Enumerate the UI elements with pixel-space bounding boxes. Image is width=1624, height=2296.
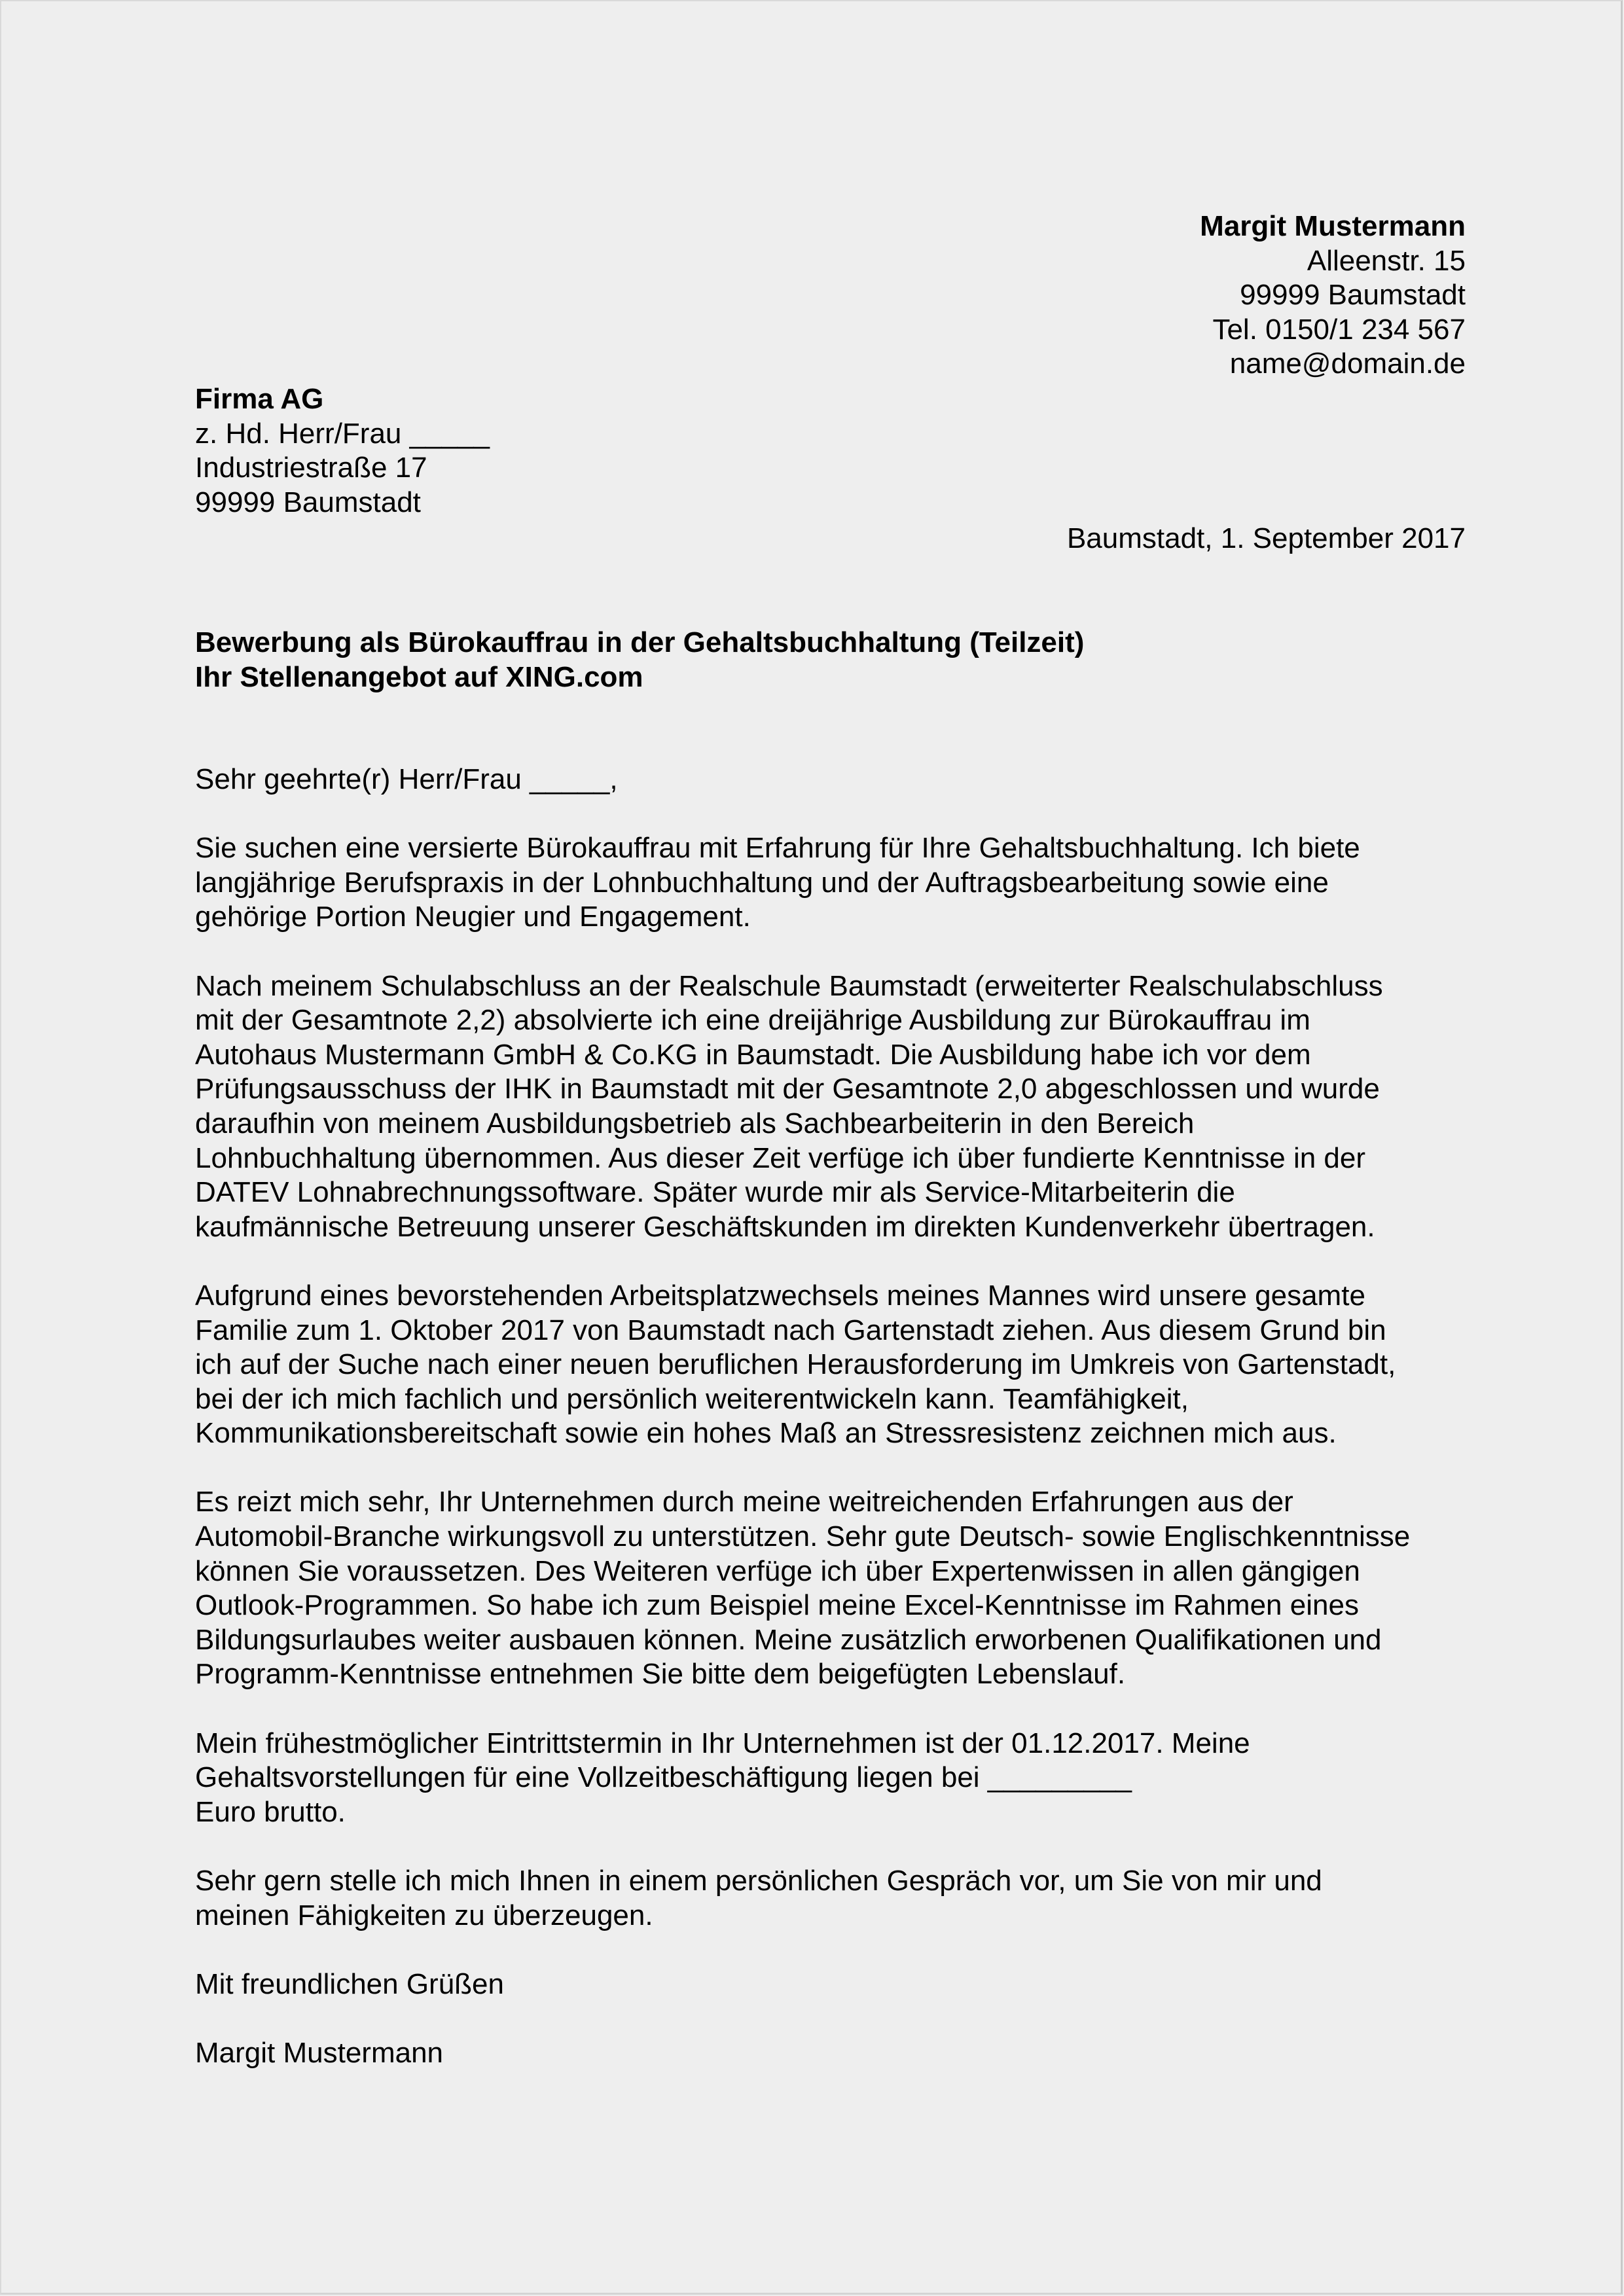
recipient-city: 99999 Baumstadt: [195, 486, 421, 518]
paragraph-line: Bildungsurlaubes weiter ausbauen können. Meine zusätzlich erworbenen Qualifikationen und: [195, 1623, 1382, 1656]
paragraph-line: können Sie voraussetzen. Des Weiteren verfüge ich über Expertenwissen in allen gängigen: [195, 1554, 1360, 1587]
paragraph-line: Automobil-Branche wirkungsvoll zu unterstützen. Sehr gute Deutsch- sowie Englischkenntnisse: [195, 1520, 1411, 1553]
paragraph-relocation: [195, 1279, 1478, 1451]
paragraph-line: Nach meinem Schulabschluss an der Realschule Baumstadt (erweiterter Realschulabschluss: [195, 969, 1383, 1002]
letter-body: [195, 762, 1478, 2071]
paragraph-line: Euro brutto.: [195, 1795, 346, 1828]
closing: [195, 1967, 1478, 2002]
paragraph-line: Kommunikationsbereitschaft sowie ein hohes Maß an Stressresistenz zeichnen mich aus.: [195, 1417, 1337, 1450]
sender-email: name@domain.de: [1229, 348, 1466, 380]
paragraph-line: langjährige Berufspraxis in der Lohnbuchhaltung und der Auftragsbearbeitung sowie eine: [195, 866, 1329, 899]
recipient-company: Firma AG: [195, 383, 324, 415]
paragraph-line: Sehr gern stelle ich mich Ihnen in einem persönlichen Gespräch vor, um Sie von mir und: [195, 1865, 1322, 1897]
subject-line-1: Bewerbung als Bürokauffrau in der Gehaltsbuchhaltung (Teilzeit): [195, 626, 1085, 658]
signature: [195, 2036, 1478, 2071]
salutation-text: Sehr geehrte(r) Herr/Frau _____,: [195, 763, 618, 795]
sender-name: Margit Mustermann: [1200, 210, 1466, 242]
paragraph-line: ich auf der Suche nach einer neuen beruflichen Herausforderung im Umkreis von Gartenstadt,: [195, 1348, 1396, 1381]
paragraph-line: Familie zum 1. Oktober 2017 von Baumstadt nach Gartenstadt ziehen. Aus diesem Grund bin: [195, 1314, 1386, 1346]
paragraph-line: gehörige Portion Neugier und Engagement.: [195, 901, 751, 933]
paragraph-skills: [195, 1485, 1478, 1692]
recipient-street: Industriestraße 17: [195, 452, 427, 484]
letter-date: Baumstadt, 1. September 2017: [1066, 522, 1466, 554]
sender-city: 99999 Baumstadt: [1240, 279, 1466, 311]
recipient-address-block: [195, 382, 490, 520]
subject-block: [195, 626, 1084, 694]
paragraph-line: DATEV Lohnabrechnungssoftware. Später wurde mir als Service-Mitarbeiterin die: [195, 1176, 1235, 1209]
paragraph-line: Mein frühestmöglicher Eintrittstermin in Ihr Unternehmen ist der 01.12.2017. Meine: [195, 1727, 1250, 1759]
paragraph-intro: [195, 831, 1478, 935]
subject-line-2: Ihr Stellenangebot auf XING.com: [195, 660, 643, 693]
paragraph-education: [195, 969, 1478, 1245]
recipient-attention: z. Hd. Herr/Frau _____: [195, 417, 490, 450]
paragraph-line: Programm-Kenntnisse entnehmen Sie bitte dem beigefügten Lebenslauf.: [195, 1658, 1126, 1691]
paragraph-line: daraufhin von meinem Ausbildungsbetrieb als Sachbearbeiterin in den Bereich: [195, 1107, 1195, 1139]
sender-address-block: [1200, 209, 1466, 382]
paragraph-line: Outlook-Programmen. So habe ich zum Beispiel meine Excel-Kenntnisse im Rahmen eines: [195, 1589, 1359, 1622]
signature-name: Margit Mustermann: [195, 2036, 444, 2069]
paragraph-line: Prüfungsausschuss der IHK in Baumstadt mit der Gesamtnote 2,0 abgeschlossen und wurde: [195, 1073, 1380, 1105]
paragraph-line: Lohnbuchhaltung übernommen. Aus dieser Zeit verfüge ich über fundierte Kenntnisse in der: [195, 1141, 1366, 1174]
sender-street: Alleenstr. 15: [1307, 244, 1466, 277]
paragraph-line: bei der ich mich fachlich und persönlich weiterentwickeln kann. Teamfähigkeit,: [195, 1382, 1189, 1415]
paragraph-line: Autohaus Mustermann GmbH & Co.KG in Baumstadt. Die Ausbildung habe ich vor dem: [195, 1038, 1311, 1071]
salutation: [195, 762, 1478, 797]
paragraph-line: kaufmännische Betreuung unserer Geschäftskunden im direkten Kundenverkehr übertragen.: [195, 1210, 1375, 1243]
sender-phone: Tel. 0150/1 234 567: [1212, 313, 1466, 346]
paragraph-line: Gehaltsvorstellungen für eine Vollzeitbeschäftigung liegen bei _________: [195, 1761, 1132, 1794]
paragraph-line: Sie suchen eine versierte Bürokauffrau mit Erfahrung für Ihre Gehaltsbuchhaltung. Ich biete: [195, 832, 1360, 865]
paragraph-line: mit der Gesamtnote 2,2) absolvierte ich eine dreijährige Ausbildung zur Bürokauffrau im: [195, 1004, 1310, 1037]
paragraph-start-date-salary: [195, 1727, 1478, 1830]
closing-text: Mit freundlichen Grüßen: [195, 1967, 504, 2000]
paragraph-line: Es reizt mich sehr, Ihr Unternehmen durch meine weitreichenden Erfahrungen aus der: [195, 1486, 1293, 1518]
paragraph-line: meinen Fähigkeiten zu überzeugen.: [195, 1899, 653, 1931]
paragraph-interview: [195, 1864, 1478, 1933]
paragraph-line: Aufgrund eines bevorstehenden Arbeitsplatzwechsels meines Mannes wird unsere gesamte: [195, 1279, 1365, 1312]
